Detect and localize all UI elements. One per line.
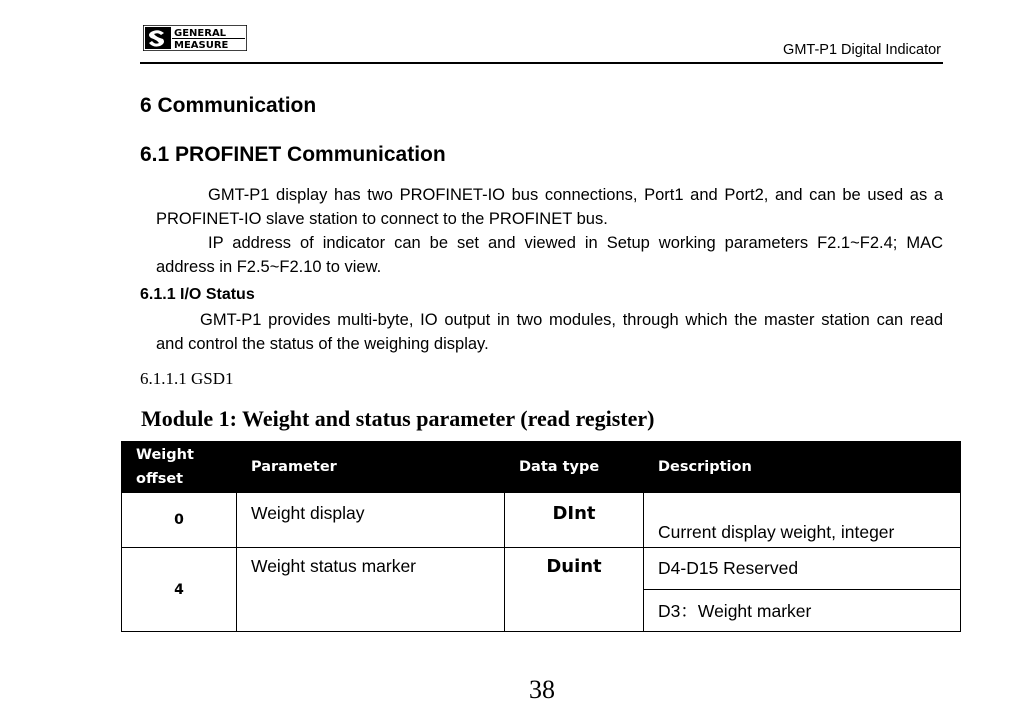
chapter-title: 6 Communication: [140, 94, 317, 117]
header-title: GMT-P1 Digital Indicator: [783, 42, 941, 58]
cell-description: D3：Weight marker: [644, 590, 961, 632]
cell-offset: 4: [122, 548, 237, 632]
header-parameter: Parameter: [237, 442, 505, 493]
paragraph-io-status: GMT-P1 provides multi-byte, IO output in two modules, through which the master station can read and control the status of the weighing display.: [156, 311, 943, 353]
paragraph-profinet-ports: GMT-P1 display has two PROFINET-IO bus connections, Port1 and Port2, and can be used as a PROFINET-IO slave station to connect to the PROFINET bus.: [156, 186, 943, 228]
cell-data-type: DInt: [505, 493, 644, 548]
table-header-row: [122, 442, 961, 493]
logo-text-line1: GENERAL: [174, 28, 227, 39]
cell-description: D4-D15 Reserved: [644, 548, 961, 590]
gsd-heading: 6.1.1.1 GSD1: [140, 369, 234, 388]
module-table: [121, 441, 961, 632]
header-description: Description: [644, 442, 961, 493]
page-number: 38: [529, 675, 555, 704]
table-row: [122, 548, 961, 590]
logo-text-line2: MEASURE: [174, 40, 229, 51]
header-divider: [140, 62, 943, 64]
cell-parameter: Weight status marker: [237, 548, 505, 632]
header-data-type: Data type: [505, 442, 644, 493]
subsection-title: 6.1.1 I/O Status: [140, 286, 255, 303]
table-row: [122, 493, 961, 548]
cell-data-type: Duint: [505, 548, 644, 632]
paragraph-ip-address: IP address of indicator can be set and viewed in Setup working parameters F2.1~F2.4; MAC address in F2.5~F2.10 to view.: [156, 234, 943, 276]
section-title: 6.1 PROFINET Communication: [140, 143, 446, 166]
cell-parameter: Weight display: [237, 493, 505, 548]
header-weight-offset: Weight offset: [122, 442, 237, 493]
cell-offset: 0: [122, 493, 237, 548]
module-title: Module 1: Weight and status parameter (read register): [141, 406, 655, 431]
cell-description: Current display weight, integer: [644, 493, 961, 548]
